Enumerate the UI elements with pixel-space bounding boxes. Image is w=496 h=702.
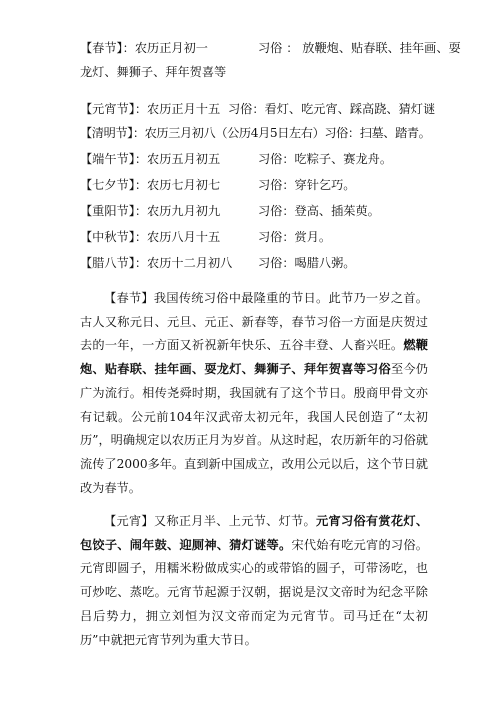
festival-custom: 习俗：穿针乞巧。 bbox=[258, 178, 356, 192]
festival-custom: 习俗：看灯、吃元宵、踩高跷、猜灯谜 bbox=[228, 102, 436, 116]
festival-line-spring bbox=[80, 40, 461, 56]
paragraph-bold-text: 燃鞭炮、贴春联、挂年画、耍龙灯、舞狮子、拜年贺喜等习俗 bbox=[80, 338, 428, 377]
festival-name: 【端午节】：农历五月初五 bbox=[80, 152, 221, 166]
festival-custom: 习俗：吃粽子、赛龙舟。 bbox=[258, 152, 393, 166]
festival-line-qingming bbox=[80, 125, 430, 141]
paragraph-bold-text: 元宵习俗有赏花灯、包饺子、闹年鼓、迎厕神、猜灯谜等。 bbox=[80, 514, 429, 552]
festival-line-duanwu bbox=[80, 151, 430, 167]
festival-line-midautumn bbox=[80, 229, 430, 245]
festival-line-qixi bbox=[80, 177, 430, 193]
paragraph-text: 【元宵】又称正月半、上元节、灯节。 bbox=[104, 514, 317, 528]
festival-name: 【春节】：农历正月初一 bbox=[80, 41, 208, 55]
paragraph-text: 宋代始有吃元宵的习俗。元宵即圆子，用糯米粉做成实心的或带馅的圆子，可带汤吃，也可炒吃、蒸吃。元宵节起源于汉朝，据说是汉文帝时为纪念平除吕后势力，拥立刘恒为汉文帝而定为元宵节。司马迁在“太初历”中就把元宵节列为重大节日。 bbox=[80, 537, 428, 647]
festival-line-laba bbox=[80, 255, 430, 271]
paragraph-text: 至今仍广为流行。相传尧舜时期，我国就有了这个节日。殷商甲骨文亦有记载。公元前104年汉武帝太初元年，我国人民创造了“太初历”，明确规定以农历正月为岁首。从这时起，农历新年的习俗就流传了2000多年。直到新中国成立，改用公元以后，这个节日就改为春节。 bbox=[80, 362, 428, 495]
festival-custom: 习俗：登高、插茱萸。 bbox=[258, 204, 380, 218]
festival-name: 【中秋节】：农历八月十五 bbox=[80, 230, 221, 244]
festival-custom-continued: 龙灯、舞狮子、拜年贺喜等 bbox=[80, 65, 227, 79]
festival-custom: 习俗：喝腊八粥。 bbox=[258, 256, 356, 270]
festival-name: 【清明节】：农历三月初八（公历4月5日左右）习俗：扫墓、踏青。 bbox=[80, 126, 431, 140]
festival-line-spring-cont bbox=[80, 64, 430, 80]
festival-name: 【七夕节】：农历七月初七 bbox=[80, 178, 221, 192]
festival-name: 【腊八节】：农历十二月初八 bbox=[80, 256, 233, 270]
festival-line-chongyang bbox=[80, 203, 430, 219]
festival-name: 【元宵节】：农历正月十五 bbox=[80, 102, 221, 116]
festival-name: 【重阳节】：农历九月初九 bbox=[80, 204, 221, 218]
festival-custom: 习俗 ： 放鞭炮、贴春联、挂年画、耍 bbox=[258, 41, 461, 55]
paragraph-lantern-festival bbox=[80, 510, 428, 652]
festival-custom: 习俗：赏月。 bbox=[258, 230, 332, 244]
paragraph-spring-festival bbox=[80, 287, 428, 500]
festival-line-lantern bbox=[80, 101, 436, 117]
paragraph-text: 【春节】我国传统习俗中最隆重的节日。此节乃一岁之首。古人又称元日、元旦、元正、新春等，春节习俗一方面是庆贺过去的一年，一方面又祈祝新年快乐、五谷丰登、人畜兴旺。 bbox=[80, 291, 428, 353]
